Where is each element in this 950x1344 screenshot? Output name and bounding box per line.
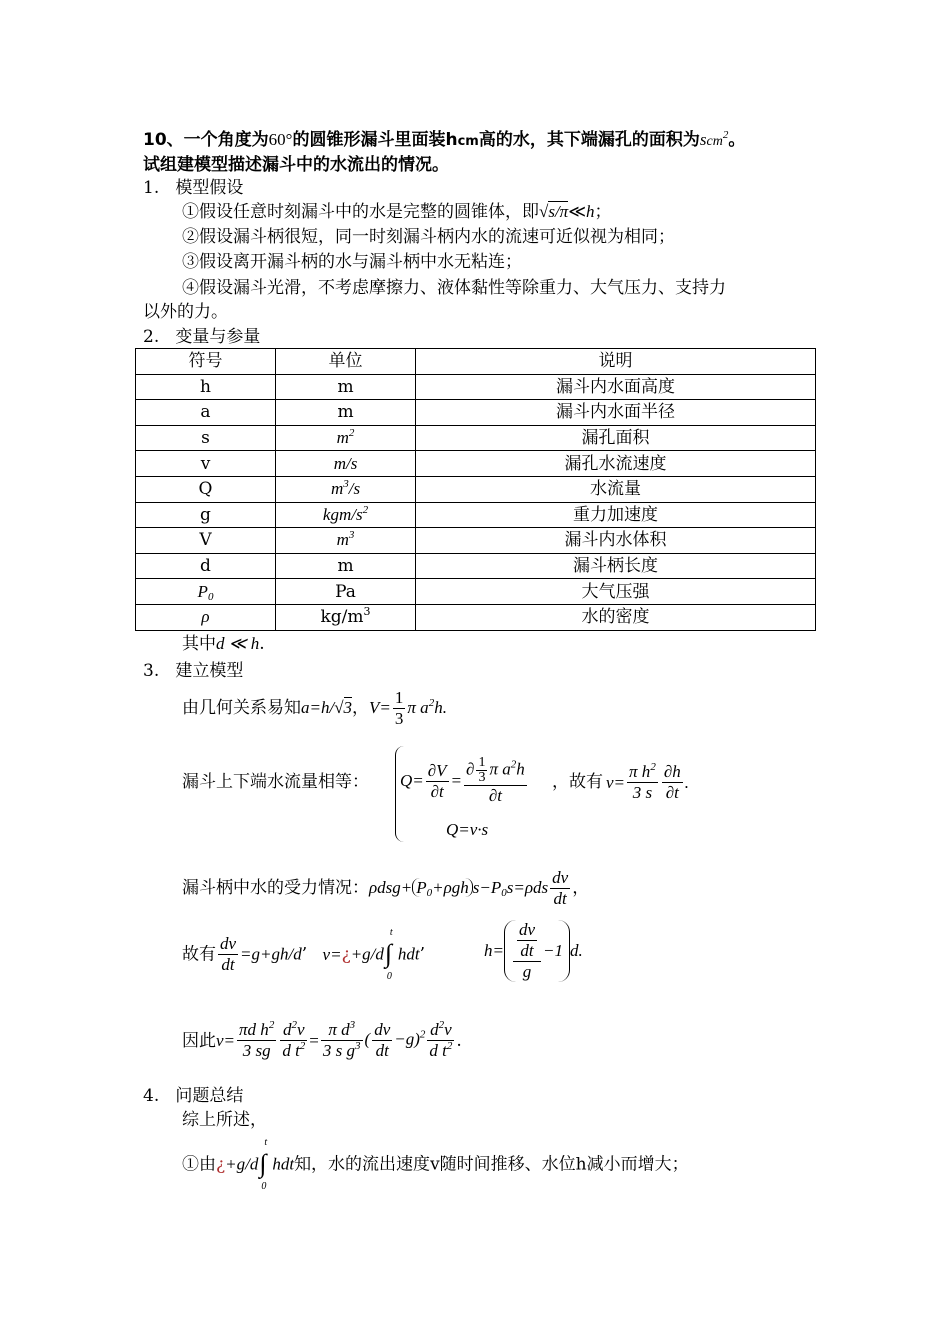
d-letter-2: d: [430, 1020, 439, 1039]
pi-d-h: πd h: [239, 1020, 269, 1039]
dv-dt-fraction: [550, 868, 570, 909]
dt-2: dt: [221, 955, 235, 974]
note-text: 其中: [182, 634, 216, 654]
unit-base: m: [336, 530, 349, 550]
assumption-3: ③假设离开漏斗柄的水与漏斗柄中水无粘连；: [182, 252, 522, 272]
paren-group: ( $\frac{dv}{dt}$ −g)$^2$: [364, 1020, 426, 1060]
cell-unit: m: [276, 374, 416, 400]
three-sg: 3 sg: [242, 1041, 271, 1060]
assumption-1: [182, 200, 612, 224]
dv-dt-fraction-3: [372, 1020, 392, 1061]
cell-unit: [276, 604, 416, 630]
h2-sup: 2: [268, 1019, 275, 1031]
title-s: s: [699, 130, 707, 149]
note-math: d ≪ h: [216, 634, 260, 653]
cell-symbol: Q: [136, 476, 276, 502]
table-row: [136, 502, 816, 528]
rho-gh: +ρgh: [432, 878, 469, 897]
title-cm2: cm: [706, 134, 723, 149]
partial-V: ∂V: [427, 760, 447, 780]
cell-description: 漏斗内水面高度: [416, 374, 816, 400]
table-row: [136, 579, 816, 605]
partial-h: ∂h: [663, 762, 681, 781]
equals: =: [450, 771, 463, 790]
cell-description: 漏斗内水体积: [416, 528, 816, 554]
d2v-dt2: [280, 1020, 307, 1061]
conclusion-1: [182, 1136, 689, 1192]
title-cm2-exp: 2: [722, 129, 729, 141]
inner-three: 3: [478, 770, 486, 785]
conclusion-int-term: +g/d: [225, 1154, 259, 1174]
cell-symbol: V: [136, 528, 276, 554]
h-formula: [484, 920, 583, 982]
dt-3: dt: [375, 1041, 389, 1060]
denominator-three: 3: [394, 709, 404, 728]
cell-unit: [276, 425, 416, 451]
cell-unit: m: [276, 553, 416, 579]
geometry-text: 由几何关系易知: [182, 698, 301, 718]
cell-description: 水的密度: [416, 604, 816, 630]
final-equals: =: [309, 1030, 319, 1050]
pi-h: π h: [629, 762, 651, 781]
inner-dv: dv: [518, 920, 536, 939]
quote-2: ’: [419, 944, 426, 965]
conclusion-1-d: 减小而增大；: [586, 1154, 689, 1175]
integral-upper-2: t: [264, 1136, 268, 1148]
pi-a-inner: π a: [489, 759, 511, 779]
integral-sign: [384, 926, 398, 982]
cell-description: 漏孔水流速度: [416, 451, 816, 477]
conclusion-1-b: 知，水的流出速度: [294, 1154, 431, 1175]
h-squared: 2: [650, 761, 656, 773]
formula-dot: .: [684, 772, 689, 792]
a-equals: a=h/: [301, 698, 335, 717]
conclusion-1-a: ①由: [182, 1154, 216, 1175]
pi-h2-3s-fraction: [627, 762, 658, 803]
title-text-a: 10、一个角度为: [143, 130, 269, 150]
h-dot: .: [578, 941, 583, 960]
sqrt-expression: √s/π: [539, 202, 569, 221]
force-term-3: s=ρds: [506, 878, 549, 897]
Q-equals: Q=: [400, 771, 424, 790]
flow-text: 漏斗上下端水流量相等：: [182, 772, 369, 792]
table-row: [136, 528, 816, 554]
d2v-dt2-2: [427, 1020, 454, 1061]
force-comma: ，: [572, 878, 590, 898]
paren-squared: 2: [419, 1028, 426, 1041]
unit-base: m: [330, 479, 344, 499]
P-sub: 0: [426, 887, 433, 899]
integral-symbol-2: ∫: [259, 1148, 267, 1178]
header-unit: 单位: [276, 349, 416, 375]
conclusion-1-h: h: [575, 1154, 587, 1175]
pi-a: π a: [407, 698, 429, 717]
summary-text: 综上所述，: [182, 1110, 267, 1130]
cell-symbol: [136, 579, 276, 605]
force-term-2: s−P: [472, 878, 502, 897]
cell-symbol: v: [136, 451, 276, 477]
assumption-1-end: ；: [594, 202, 612, 222]
hence-equations: [182, 926, 426, 982]
partial-t: ∂t: [430, 781, 444, 801]
table-row: [136, 425, 816, 451]
integral-upper: t: [389, 926, 393, 938]
d-factor: d: [570, 941, 579, 960]
therefore-text: 因此: [182, 1030, 216, 1051]
title-end: 。: [728, 130, 746, 150]
geometry-sep: ，: [352, 698, 370, 718]
cell-unit: m/s: [276, 451, 416, 477]
problem-title-line2: 试组建模型描述漏斗中的水流出的情况。: [143, 155, 449, 175]
assumption-2: ②假设漏斗柄很短，同一时刻漏斗柄内水的流速可近似视为相同；: [182, 227, 675, 247]
geometry-relation: 由几何关系易知a=h/√3，V= $\frac{1}{3}$ π $a^2h$.: [182, 688, 447, 728]
t2-sup-2: 2: [446, 1040, 453, 1052]
hence-eq1: =g+gh/d: [240, 944, 302, 964]
title-text-c: 高的水，其下端漏孔的面积为: [478, 130, 700, 150]
cell-symbol: s: [136, 425, 276, 451]
cell-description: 漏斗柄长度: [416, 553, 816, 579]
three-s-g: 3 s g: [322, 1041, 356, 1060]
cell-unit: [276, 476, 416, 502]
title-angle: 60°: [268, 130, 293, 149]
symbol-base: P: [197, 581, 208, 601]
section2-heading: 2. 变量与参量: [143, 327, 261, 347]
header-description: 说明: [416, 349, 816, 375]
table-row: [136, 374, 816, 400]
symbol-subscript: 0: [207, 590, 214, 603]
conclusion-1-c: 随时间推移、水位: [439, 1154, 576, 1175]
so-have-text: ，故有: [552, 772, 603, 792]
cell-symbol: d: [136, 553, 276, 579]
cell-unit: [276, 528, 416, 554]
integral-symbol: ∫: [384, 938, 393, 968]
v-letter-2: v: [444, 1020, 452, 1039]
inner-dv-dt: [517, 920, 537, 961]
inner-one: 1: [478, 755, 486, 770]
minus-g: −g: [394, 1029, 415, 1049]
a-squared: 2: [428, 697, 435, 709]
note-end: .: [259, 634, 265, 654]
cell-description: 漏孔面积: [416, 425, 816, 451]
title-h: h: [445, 130, 458, 150]
problem-title-line1: [143, 128, 745, 154]
force-term-1: ρdsg+: [369, 878, 413, 897]
cell-description: 水流量: [416, 476, 816, 502]
dt-letters: d t: [282, 1041, 300, 1060]
h-paren: [504, 920, 570, 982]
d3-sup: 3: [349, 1019, 356, 1031]
numerator-one: 1: [394, 688, 404, 707]
inner-dt: dt: [520, 941, 534, 960]
unit-base: m: [336, 428, 349, 448]
final-dot: .: [456, 1030, 462, 1051]
dv-dt-fraction-2: [218, 934, 238, 975]
v-equals: v=: [606, 772, 626, 792]
integral-sign-2: [258, 1136, 272, 1192]
P-letter: P: [416, 878, 427, 897]
assumption-1-h: h: [586, 202, 595, 221]
velocity-formula: [606, 762, 689, 803]
table-row: [136, 476, 816, 502]
partial-t-2: ∂t: [488, 786, 502, 805]
flow-eq-2: Q=v·s: [446, 820, 489, 839]
cell-unit: m: [276, 400, 416, 426]
assumption-4-line2: 以外的力。: [143, 302, 228, 322]
unit-exponent: 3: [348, 529, 355, 542]
inner-one-third: [476, 756, 487, 785]
force-text: 漏斗柄中水的受力情况：: [182, 878, 369, 898]
cell-unit: [276, 502, 416, 528]
v-int-term: +g/d: [350, 944, 384, 964]
cell-symbol: g: [136, 502, 276, 528]
inner-h: h: [516, 759, 525, 779]
table-row: [136, 604, 816, 630]
table-row: [136, 400, 816, 426]
geometry-h: h.: [434, 698, 447, 717]
dV-dt-fraction: [426, 761, 449, 802]
section3-heading: 3. 建立模型: [143, 661, 244, 681]
cell-symbol: ρ: [136, 604, 276, 630]
table-row: [136, 553, 816, 579]
section4-heading: 4. 问题总结: [143, 1086, 244, 1106]
unit-base: kg/m: [320, 607, 364, 628]
unit-exponent: 2: [348, 427, 355, 440]
pi-d: π d: [328, 1020, 350, 1039]
d2-sup: 2: [291, 1019, 298, 1031]
unit-exponent: 2: [362, 503, 369, 516]
dt: dt: [553, 889, 567, 908]
title-cm: cm: [457, 134, 479, 149]
v-int-equals: v=: [322, 944, 342, 964]
hence-text: 故有: [182, 944, 216, 965]
d-letter: d: [283, 1020, 292, 1039]
dv-2: dv: [220, 934, 237, 953]
sqrt-three: 3: [343, 698, 353, 717]
force-paren: [412, 878, 473, 897]
table-note: [182, 632, 265, 656]
missing-symbol: ¿: [341, 944, 351, 965]
header-symbol: 符号: [136, 349, 276, 375]
assumption-1-text: ①假设任意时刻漏斗中的水是完整的圆锥体，即: [182, 202, 539, 222]
g-letter: g: [522, 962, 532, 981]
cell-description: 漏斗内水面半径: [416, 400, 816, 426]
integral-lower: 0: [386, 970, 392, 982]
unit-exponent: 3: [343, 478, 349, 491]
dv: dv: [552, 868, 569, 887]
table-row: [136, 451, 816, 477]
pi-d3-3sg3: [321, 1020, 363, 1061]
cell-symbol: a: [136, 400, 276, 426]
much-less-than: ≪: [568, 202, 586, 221]
inner-squared: 2: [510, 758, 517, 771]
hdt: hdt: [397, 944, 420, 964]
partial-symbol: ∂: [466, 759, 475, 779]
t2-sup: 2: [299, 1040, 306, 1052]
minus-one: −1: [543, 941, 564, 960]
final-equation: [182, 1020, 462, 1061]
unit-tail: /s: [348, 479, 361, 499]
V-equals: V=: [369, 698, 391, 717]
cell-unit: Pa: [276, 579, 416, 605]
section1-heading: 1. 模型假设: [143, 178, 244, 198]
dv-3: dv: [374, 1020, 391, 1039]
P0-sub: 0: [501, 887, 507, 899]
title-text-b: 的圆锥形漏斗里面装: [292, 130, 446, 150]
cell-description: 重力加速度: [416, 502, 816, 528]
missing-symbol-2: ¿: [216, 1154, 226, 1175]
one-third-fraction: [393, 688, 406, 729]
g3-sup: 3: [355, 1040, 361, 1052]
cell-description: 大气压强: [416, 579, 816, 605]
conclusion-1-v: v: [430, 1154, 440, 1175]
assumption-4-line1: ④假设漏斗光滑，不考虑摩擦力、液体黏性等除重力、大气压力、支持力: [182, 278, 726, 298]
flow-eq-1: [400, 756, 529, 806]
dt-letters-2: d t: [429, 1041, 447, 1060]
table-header-row: [136, 349, 816, 375]
variables-table: [135, 348, 816, 631]
sqrt-content: s/π: [548, 202, 569, 221]
unit-base: kgm/s: [322, 504, 363, 524]
partial-t-3: ∂t: [665, 783, 679, 802]
quote-1: ’: [301, 944, 308, 965]
hdt-2: hdt: [272, 1154, 295, 1174]
final-v-equals: v=: [216, 1030, 236, 1050]
three-s: 3 s: [632, 783, 653, 802]
d2-sup-2: 2: [438, 1019, 445, 1031]
dh-dt-fraction: [662, 762, 683, 803]
partial-volume-fraction: [464, 756, 527, 806]
h-equals: h=: [484, 941, 504, 960]
dvdt-over-g: [513, 920, 541, 982]
integral-lower-2: 0: [261, 1180, 267, 1192]
unit-exponent: 3: [363, 605, 371, 619]
pid-h2-3sg: [237, 1020, 276, 1061]
v-letter: v: [297, 1020, 305, 1039]
cell-symbol: h: [136, 374, 276, 400]
force-balance: [182, 868, 589, 909]
